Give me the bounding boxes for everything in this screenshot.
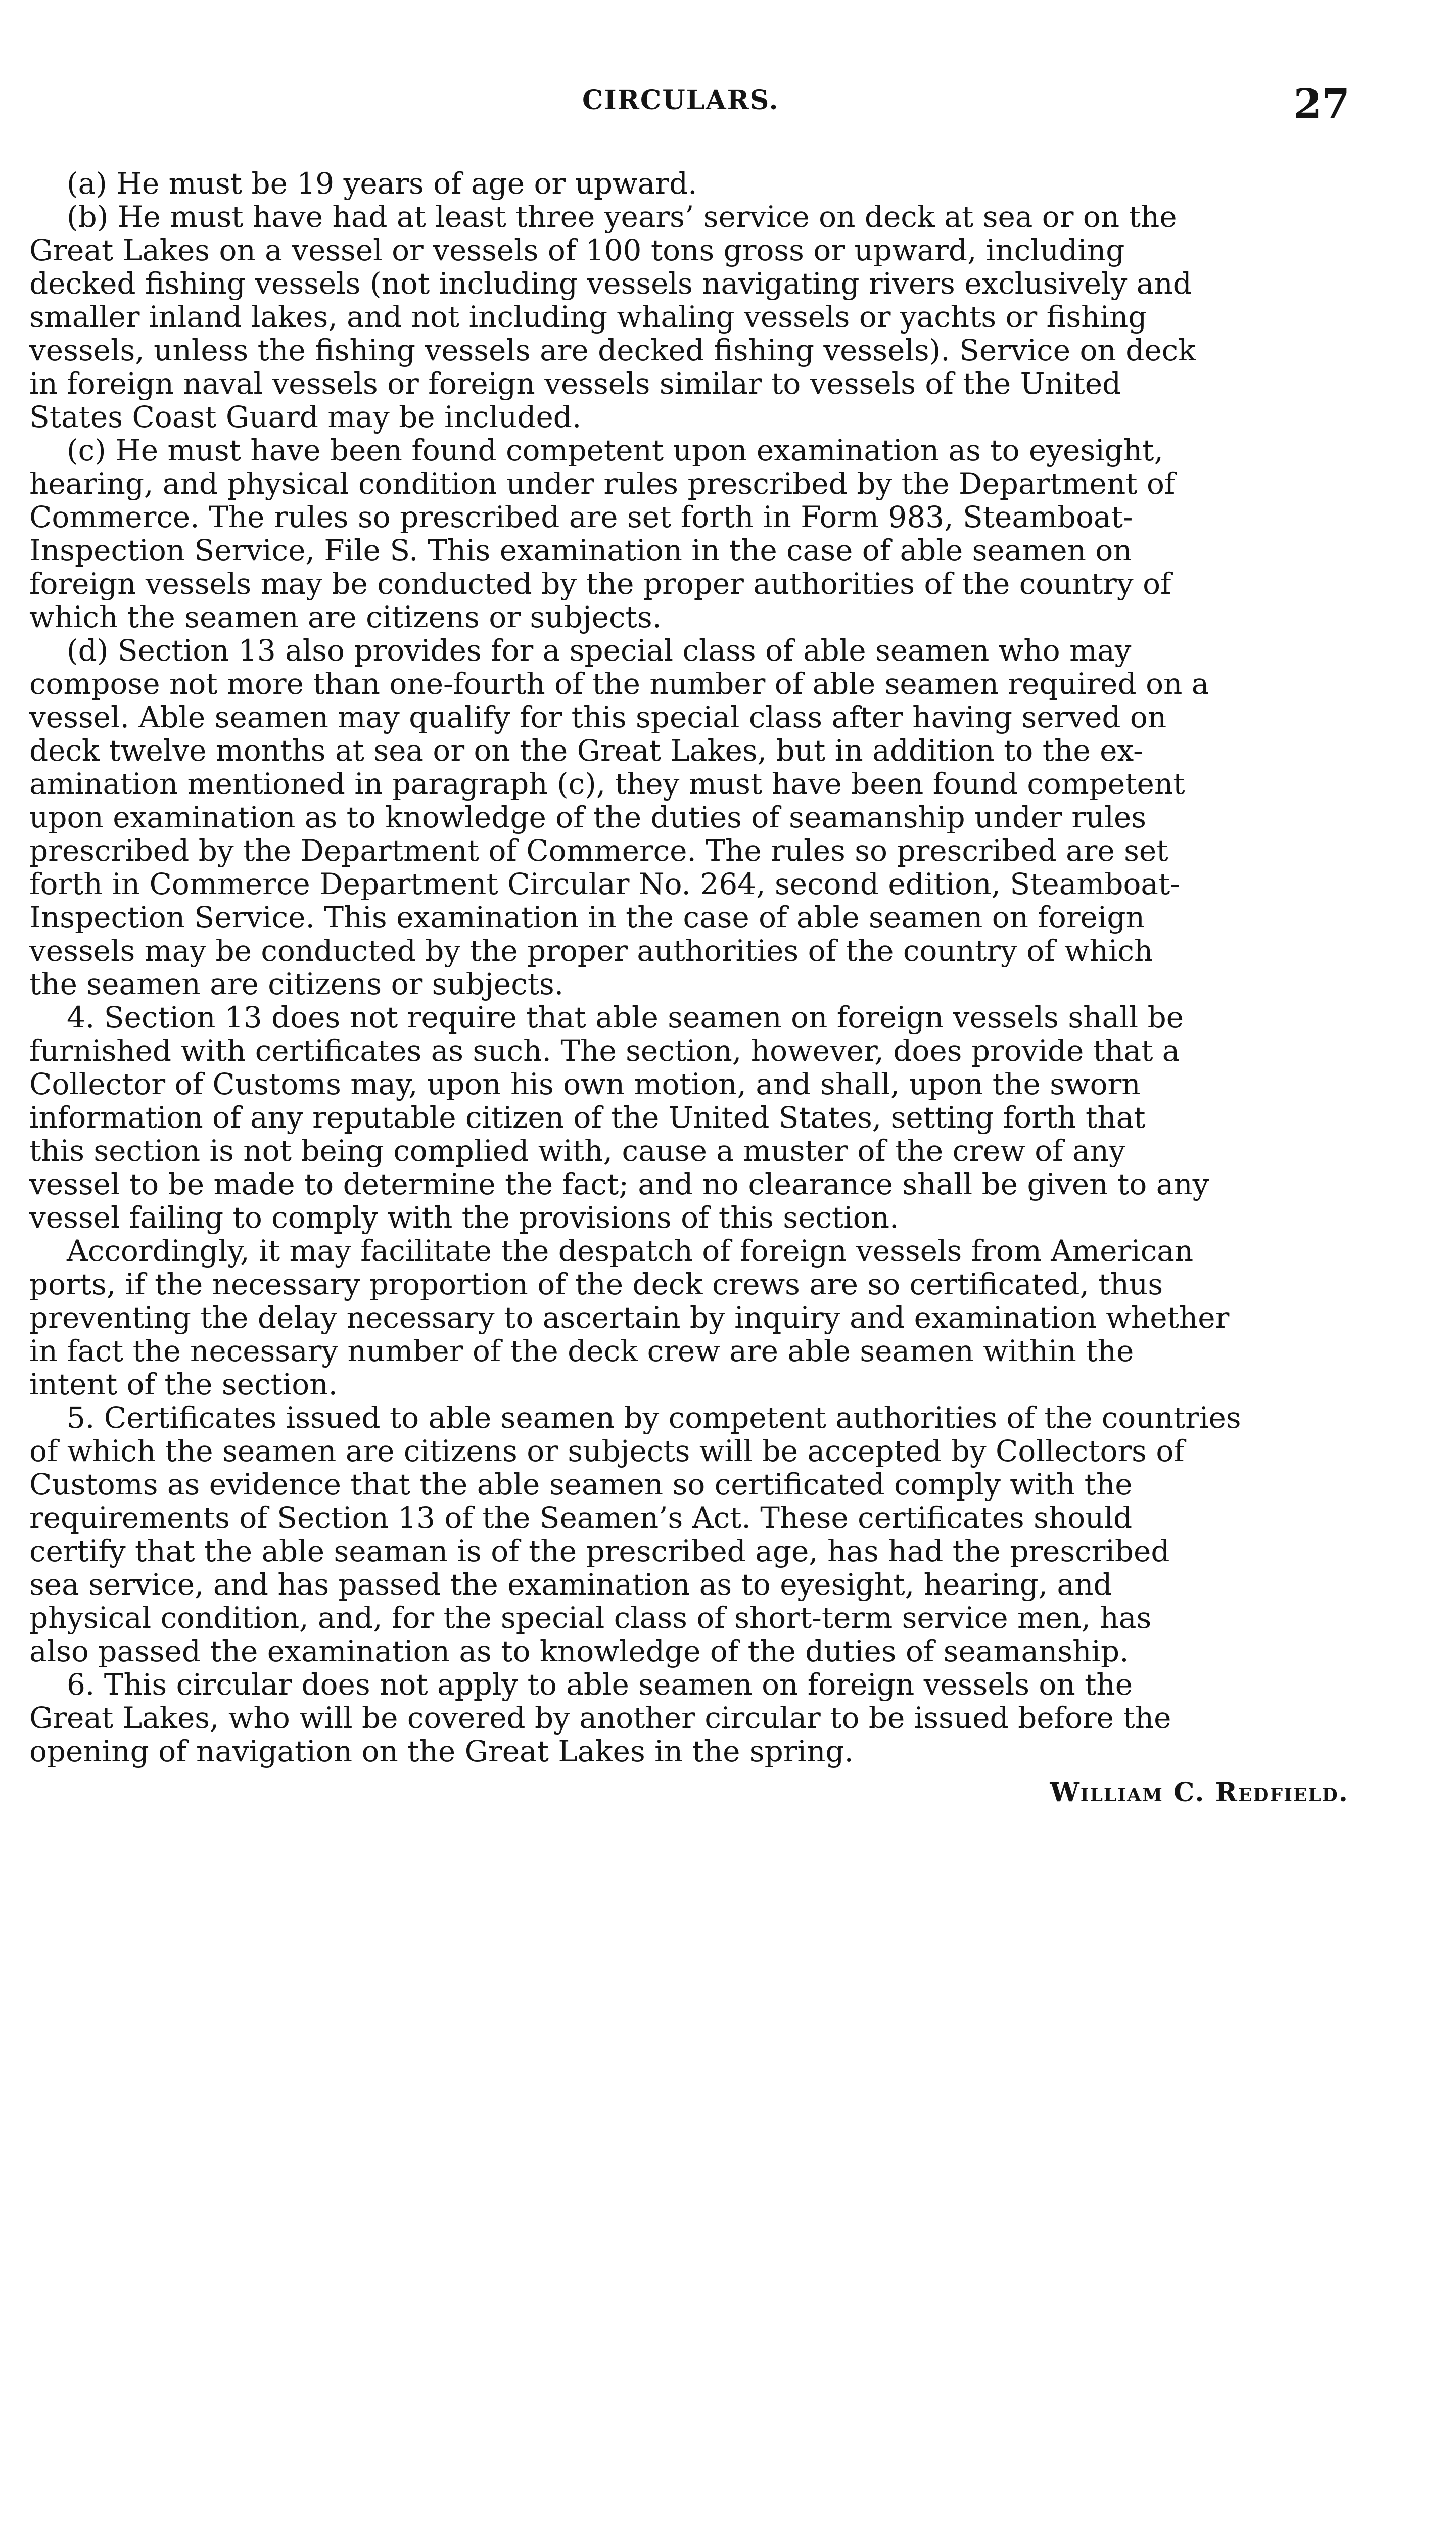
text-line: vessel failing to comply with the provisions of this section. xyxy=(29,1200,899,1235)
text-line: 4. Section 13 does not require that able seamen on foreign vessels shall be xyxy=(67,1000,1184,1035)
text-line: 6. This circular does not apply to able seamen on foreign vessels on the xyxy=(67,1667,1133,1702)
text-line: information of any reputable citizen of the United States, setting forth that xyxy=(29,1100,1146,1135)
text-line: (a) He must be 19 years of age or upward. xyxy=(67,166,697,201)
text-line: vessel to be made to determine the fact; and no clearance shall be given to any xyxy=(29,1167,1209,1201)
text-line: this section is not being complied with, cause a muster of the crew of any xyxy=(29,1134,1125,1168)
page-number: 27 xyxy=(1293,80,1350,127)
text-line: of which the seamen are citizens or subjects will be accepted by Collectors of xyxy=(29,1434,1185,1468)
text-line: physical condition, and, for the special class of short-term service men, has xyxy=(29,1601,1152,1635)
text-line: Inspection Service, File S. This examination in the case of able seamen on xyxy=(29,533,1132,568)
text-line: upon examination as to knowledge of the duties of seamanship under rules xyxy=(29,800,1147,834)
text-line: also passed the examination as to knowledge of the duties of seamanship. xyxy=(29,1634,1129,1668)
text-line: Great Lakes, who will be covered by another circular to be issued before the xyxy=(29,1701,1171,1735)
text-line: (c) He must have been found competent upon examination as to eyesight, xyxy=(67,433,1163,467)
text-line: Collector of Customs may, upon his own motion, and shall, upon the sworn xyxy=(29,1067,1141,1101)
text-line: opening of navigation on the Great Lakes in the spring. xyxy=(29,1734,854,1768)
signature xyxy=(1050,1777,1349,1808)
text-line: the seamen are citizens or subjects. xyxy=(29,967,564,1001)
text-line: decked fishing vessels (not including vessels navigating rivers exclusively and xyxy=(29,266,1192,301)
text-line: hearing, and physical condition under rules prescribed by the Department of xyxy=(29,466,1176,501)
text-line: certify that the able seaman is of the prescribed age, has had the prescribed xyxy=(29,1534,1170,1568)
text-line: preventing the delay necessary to ascertain by inquiry and examination whether xyxy=(29,1300,1230,1335)
text-line: prescribed by the Department of Commerce. The rules so prescribed are set xyxy=(29,833,1168,868)
text-line: Accordingly, it may facilitate the despatch of foreign vessels from American xyxy=(67,1234,1194,1268)
text-line: States Coast Guard may be included. xyxy=(29,400,582,434)
text-line: (b) He must have had at least three years’ service on deck at sea or on the xyxy=(67,200,1177,234)
circular-body-text xyxy=(29,167,1344,1768)
text-line: forth in Commerce Department Circular No. 264, second edition, Steamboat- xyxy=(29,867,1180,901)
text-line: ports, if the necessary proportion of the deck crews are so certificated, thus xyxy=(29,1267,1163,1301)
text-line: which the seamen are citizens or subjects. xyxy=(29,600,662,634)
text-line: foreign vessels may be conducted by the proper authorities of the country of xyxy=(29,567,1171,601)
text-line: sea service, and has passed the examination as to eyesight, hearing, and xyxy=(29,1567,1112,1602)
text-line: Commerce. The rules so prescribed are set forth in Form 983, Steamboat- xyxy=(29,500,1133,534)
text-line: Great Lakes on a vessel or vessels of 100 tons gross or upward, including xyxy=(29,233,1125,267)
running-head: CIRCULARS. xyxy=(582,85,779,116)
text-line: in foreign naval vessels or foreign vessels similar to vessels of the United xyxy=(29,366,1121,401)
text-line: intent of the section. xyxy=(29,1367,338,1401)
signature-name: William C. Redfield. xyxy=(1050,1777,1349,1808)
text-line: smaller inland lakes, and not including whaling vessels or yachts or fishing xyxy=(29,300,1147,334)
text-line: compose not more than one-fourth of the number of able seamen required on a xyxy=(29,667,1209,701)
text-line: (d) Section 13 also provides for a special class of able seamen who may xyxy=(67,633,1132,668)
text-line: requirements of Section 13 of the Seamen’s Act. These certificates should xyxy=(29,1501,1133,1535)
text-line: amination mentioned in paragraph (c), they must have been found competent xyxy=(29,767,1185,801)
text-line: vessels may be conducted by the proper authorities of the country of which xyxy=(29,933,1153,968)
text-line: Inspection Service. This examination in the case of able seamen on foreign xyxy=(29,900,1145,934)
text-line: in fact the necessary number of the deck crew are able seamen within the xyxy=(29,1334,1134,1368)
text-line: deck twelve months at sea or on the Great Lakes, but in addition to the ex- xyxy=(29,733,1143,768)
text-line: vessels, unless the fishing vessels are decked fishing vessels). Service on deck xyxy=(29,333,1196,367)
text-line: 5. Certificates issued to able seamen by competent authorities of the countries xyxy=(67,1400,1241,1435)
text-line: furnished with certificates as such. The section, however, does provide that a xyxy=(29,1034,1180,1068)
text-line: vessel. Able seamen may qualify for this special class after having served on xyxy=(29,700,1167,734)
text-line: Customs as evidence that the able seamen so certificated comply with the xyxy=(29,1467,1133,1502)
